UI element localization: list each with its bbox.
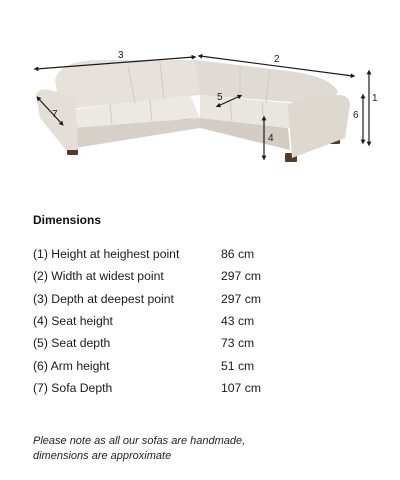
dimension-value: 43 cm bbox=[221, 314, 255, 329]
sofa-dimension-diagram bbox=[0, 0, 400, 185]
dimension-label-7: 7 bbox=[52, 109, 58, 120]
handmade-disclaimer: Please note as all our sofas are handmade, dimensions are approximate bbox=[33, 435, 246, 462]
dimension-row bbox=[33, 243, 293, 265]
dimension-value: 107 cm bbox=[221, 380, 261, 395]
dimension-label-2: 2 bbox=[274, 54, 280, 65]
dimension-label-3: 3 bbox=[118, 50, 124, 61]
dimension-label-4: 4 bbox=[268, 133, 274, 144]
dimension-row bbox=[33, 377, 293, 399]
dimension-name: (7) Sofa Depth bbox=[33, 380, 113, 395]
dimension-value: 86 cm bbox=[221, 247, 255, 262]
dimension-name: (3) Depth at deepest point bbox=[33, 291, 174, 306]
dimensions-list bbox=[33, 243, 293, 399]
sofa-body bbox=[36, 60, 350, 158]
dimension-value: 297 cm bbox=[221, 269, 261, 284]
dimension-name: (1) Height at heighest point bbox=[33, 247, 180, 262]
dimension-name: (2) Width at widest point bbox=[33, 269, 164, 284]
dimension-name: (5) Seat depth bbox=[33, 336, 111, 351]
dimension-label-1: 1 bbox=[372, 93, 378, 104]
dimension-row bbox=[33, 354, 293, 376]
sofa-illustration bbox=[0, 0, 400, 185]
dimension-row bbox=[33, 265, 293, 287]
dimension-label-6: 6 bbox=[353, 110, 359, 121]
dimension-row bbox=[33, 332, 293, 354]
dimension-row bbox=[33, 310, 293, 332]
dimension-value: 51 cm bbox=[221, 358, 255, 373]
dimensions-heading: Dimensions bbox=[33, 213, 102, 227]
dimension-value: 297 cm bbox=[221, 291, 261, 306]
dimension-name: (4) Seat height bbox=[33, 314, 113, 329]
dimension-value: 73 cm bbox=[221, 336, 255, 351]
dimension-label-5: 5 bbox=[217, 92, 223, 103]
dimension-row bbox=[33, 288, 293, 310]
dimension-name: (6) Arm height bbox=[33, 358, 110, 373]
